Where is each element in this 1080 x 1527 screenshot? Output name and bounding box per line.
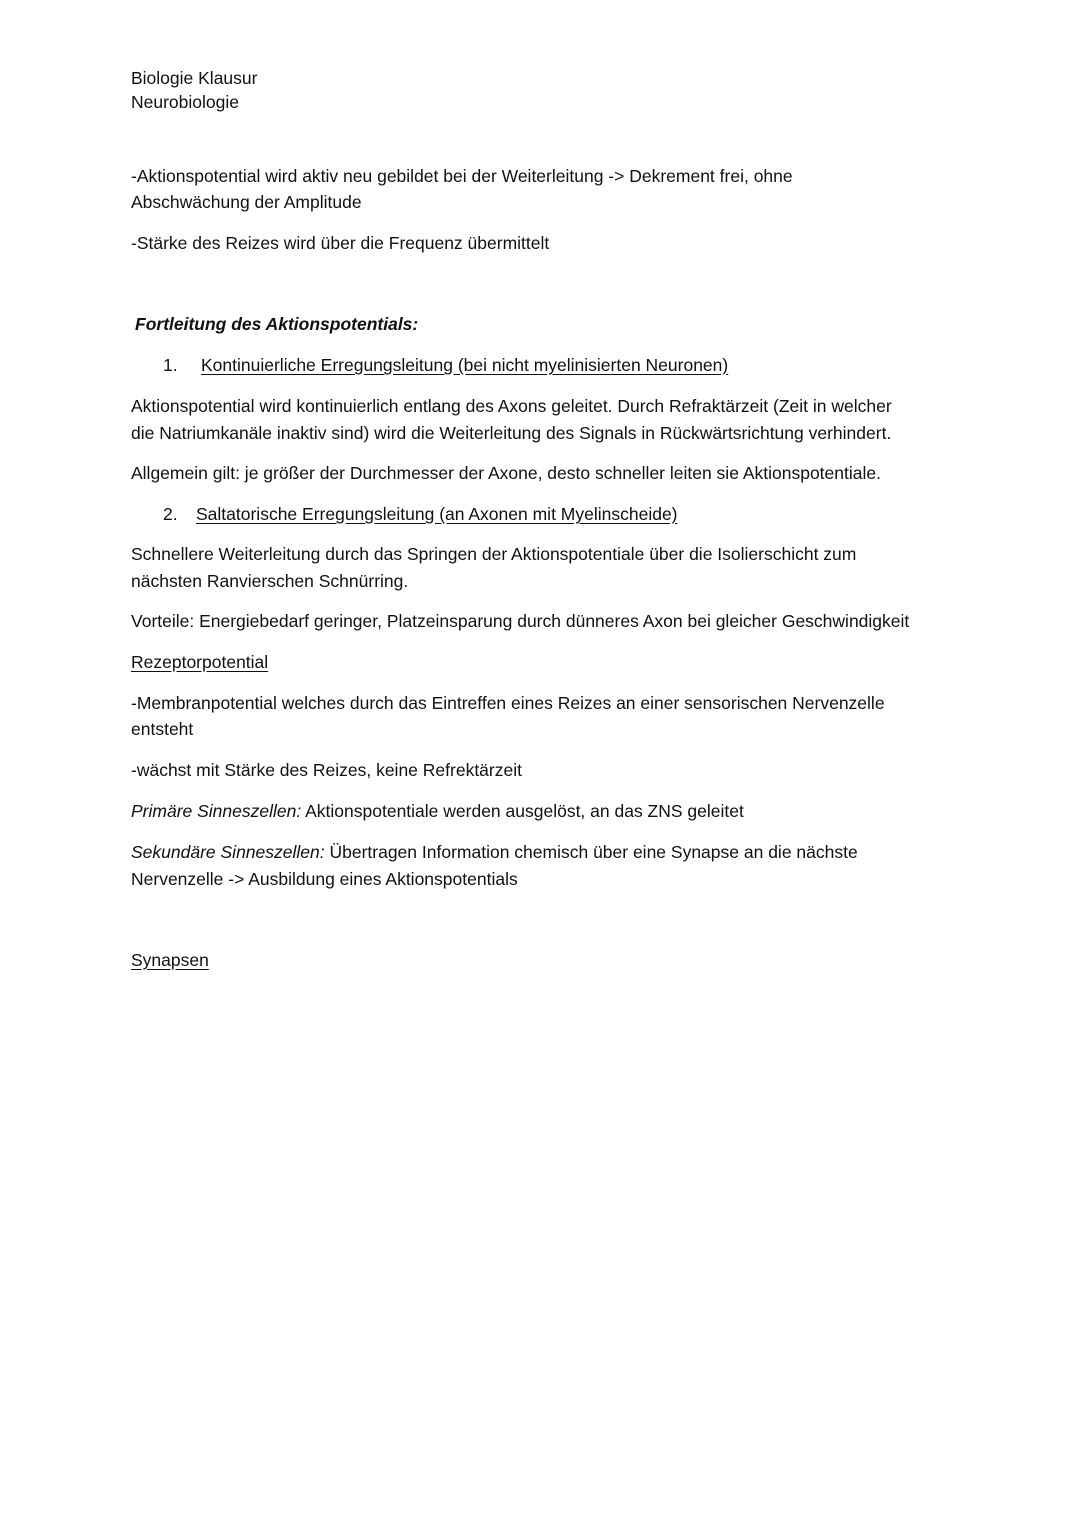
- secondary-sensory-cells-line-2: Nervenzelle -> Ausbildung eines Aktionspotentials: [131, 869, 518, 889]
- primary-sensory-cells-label: Primäre Sinneszellen:: [131, 801, 302, 821]
- secondary-sensory-cells-line-1: [131, 839, 858, 866]
- header-title: Biologie Klausur: [131, 68, 258, 88]
- fortleitung-paragraph-1-line-2: die Natriumkanäle inaktiv sind) wird die Weiterleitung des Signals in Rückwärtsrichtung verhindert.: [131, 423, 892, 443]
- rezeptor-paragraph-2: -wächst mit Stärke des Reizes, keine Refrektärzeit: [131, 760, 522, 780]
- rezeptor-paragraph-1-line-1: -Membranpotential welches durch das Eintreffen eines Reizes an einer sensorischen Nervenzelle: [131, 693, 885, 713]
- intro-paragraph-1-line-2: Abschwächung der Amplitude: [131, 192, 362, 212]
- section-heading-rezeptorpotential: Rezeptorpotential: [131, 652, 269, 672]
- secondary-sensory-cells-text: Übertragen Information chemisch über eine Synapse an die nächste: [324, 842, 858, 862]
- fortleitung-paragraph-3-line-2: nächsten Ranvierschen Schnürring.: [131, 571, 409, 591]
- fortleitung-paragraph-4: Vorteile: Energiebedarf geringer, Platzeinsparung durch dünneres Axon bei gleicher Geschwindigkeit: [131, 611, 910, 631]
- section-heading-fortleitung: Fortleitung des Aktionspotentials:: [135, 314, 419, 334]
- intro-paragraph-1-line-1: -Aktionspotential wird aktiv neu gebildet bei der Weiterleitung -> Dekrement frei, ohne: [131, 166, 793, 186]
- intro-paragraph-2: -Stärke des Reizes wird über die Frequenz übermittelt: [131, 233, 550, 253]
- rezeptor-paragraph-1-line-2: entsteht: [131, 719, 194, 739]
- list-number-1: 1.: [163, 355, 178, 375]
- primary-sensory-cells-text: Aktionspotentiale werden ausgelöst, an das ZNS geleitet: [301, 801, 744, 821]
- primary-sensory-cells: [131, 798, 744, 825]
- header-subtitle: Neurobiologie: [131, 92, 239, 112]
- fortleitung-paragraph-3-line-1: Schnellere Weiterleitung durch das Springen der Aktionspotentiale über die Isolierschicht zum: [131, 544, 857, 564]
- fortleitung-paragraph-2: Allgemein gilt: je größer der Durchmesser der Axone, desto schneller leiten sie Aktionspotentiale.: [131, 463, 881, 483]
- secondary-sensory-cells-label: Sekundäre Sinneszellen:: [131, 842, 325, 862]
- list-item-2-title: Saltatorische Erregungsleitung (an Axonen mit Myelinscheide): [196, 504, 678, 524]
- fortleitung-paragraph-1-line-1: Aktionspotential wird kontinuierlich entlang des Axons geleitet. Durch Refraktärzeit (Zeit in welcher: [131, 396, 892, 416]
- list-number-2: 2.: [163, 504, 178, 524]
- list-item-1-title: Kontinuierliche Erregungsleitung (bei nicht myelinisierten Neuronen): [201, 355, 729, 375]
- section-heading-synapsen: Synapsen: [131, 950, 209, 970]
